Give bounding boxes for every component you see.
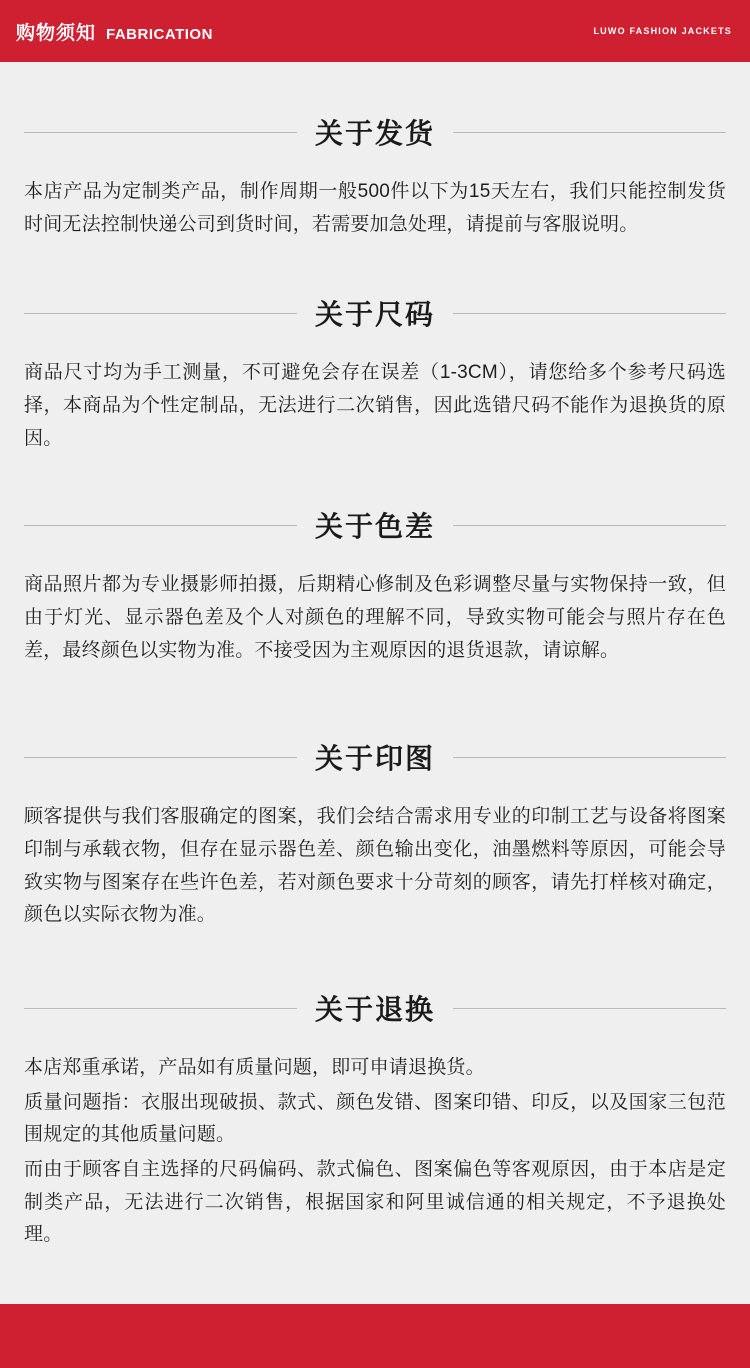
section-body: [24, 176, 726, 241]
header-title-en: FABRICATION: [106, 25, 213, 43]
section-title: 关于印图: [315, 743, 436, 775]
paragraph: 质量问题指：衣服出现破损、款式、颜色发错、图案印错、印反，以及国家三包范围规定的其他质量问题。: [24, 1091, 726, 1146]
page-footer: [0, 1304, 750, 1368]
paragraph: 商品照片都为专业摄影师拍摄，后期精心修制及色彩调整尽量与实物保持一致，但由于灯光、显示器色差及个人对颜色的理解不同，导致实物可能会与照片存在色差，最终颜色以实物为准。不接受因为主观原因的退货退款，请谅解。: [24, 574, 726, 661]
section-heading: [24, 988, 726, 1028]
section-heading: [24, 112, 726, 152]
section-returns: [24, 988, 726, 1252]
section-shipping: [24, 112, 726, 241]
page-content: [0, 62, 750, 1252]
paragraph: 商品尺寸均为手工测量，不可避免会存在误差（1-3CM），请您给多个参考尺码选择，本商品为个性定制品，无法进行二次销售，因此选错尺码不能作为退换货的原因。: [24, 362, 726, 449]
divider-right: [453, 132, 726, 133]
divider-left: [24, 525, 297, 526]
section-title: 关于色差: [315, 511, 436, 543]
divider-left: [24, 757, 297, 758]
paragraph: 本店产品为定制类产品，制作周期一般500件以下为15天左右，我们只能控制发货时间无法控制快递公司到货时间，若需要加急处理，请提前与客服说明。: [24, 181, 726, 235]
brand-label: LUWO FASHION JACKETS: [593, 26, 732, 36]
header-title-cn: 购物须知: [16, 22, 97, 44]
section-body: [24, 1052, 726, 1252]
divider-left: [24, 132, 297, 133]
section-title: 关于退换: [315, 994, 436, 1026]
page-header: [0, 0, 750, 62]
section-heading: [24, 293, 726, 333]
paragraph: 本店郑重承诺，产品如有质量问题，即可申请退换货。: [24, 1057, 485, 1079]
divider-right: [453, 525, 726, 526]
divider-left: [24, 1008, 297, 1009]
section-body: [24, 801, 726, 932]
section-color: [24, 505, 726, 667]
section-body: [24, 357, 726, 455]
paragraph: 而由于顾客自主选择的尺码偏码、款式偏色、图案偏色等客观原因，由于本店是定制类产品，无法进行二次销售，根据国家和阿里诚信通的相关规定，不予退换处理。: [24, 1159, 726, 1246]
divider-right: [453, 313, 726, 314]
section-heading: [24, 737, 726, 777]
paragraph: 顾客提供与我们客服确定的图案，我们会结合需求用专业的印制工艺与设备将图案印制与承载衣物，但存在显示器色差、颜色输出变化，油墨燃料等原因，可能会导致实物与图案存在些许色差，若对颜色要求十分苛刻的顾客，请先打样核对确定，颜色以实际衣物为准。: [24, 806, 726, 926]
header-title-group: [16, 18, 213, 45]
section-title: 关于尺码: [315, 299, 436, 331]
section-heading: [24, 505, 726, 545]
section-body: [24, 569, 726, 667]
divider-left: [24, 313, 297, 314]
section-title: 关于发货: [315, 118, 436, 149]
section-print: [24, 737, 726, 932]
divider-right: [453, 757, 726, 758]
divider-right: [453, 1008, 726, 1009]
section-size: [24, 293, 726, 455]
